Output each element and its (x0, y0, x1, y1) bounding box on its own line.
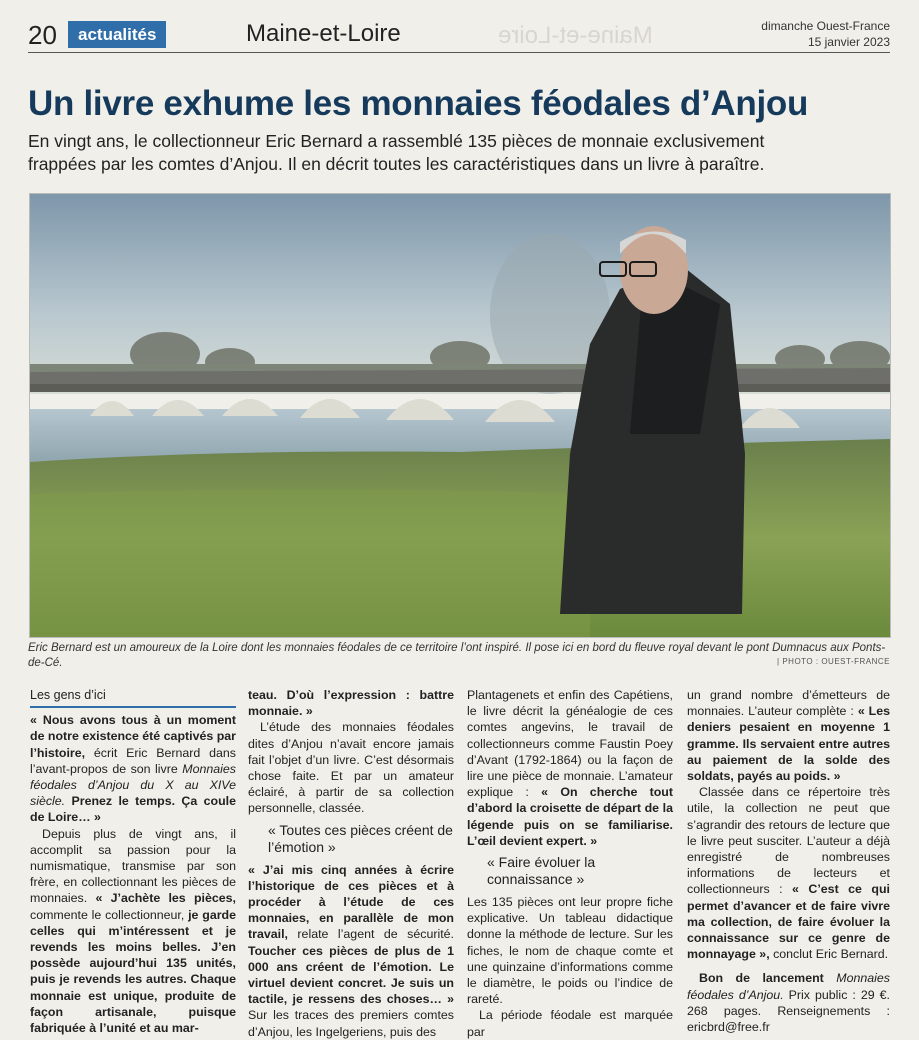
body-text: Les 135 pièces ont leur propre fiche explicative. Un tableau didactique donne la méthode de lecture. Sur les fiches, le nom de chaque comte et une quinzaine d’informations comme le diamètre, le poids ou l’indice de rareté. (467, 895, 673, 1007)
page-header (28, 14, 890, 54)
book-title: Monnaies féodales d’Anjou. (687, 971, 890, 1002)
quote-text: « C’est ce qui permet d’avancer et de faire vivre ma collection, de faire évoluer la connaissance sur ce genre de monnayage », (687, 882, 890, 962)
kicker: Les gens d’ici (30, 687, 236, 708)
intertitle: « Toutes ces pièces créent de l’émotion » (268, 821, 453, 855)
body-text: écrit Eric Bernard dans l’avant-propos de son livre (30, 745, 236, 776)
article-column-3 (467, 687, 673, 1040)
book-info: Prix public : 29 €. 268 pages. Renseignements : ericbrd@free.fr (687, 987, 890, 1035)
quote-text: teau. D’où l’expression : battre monnaie. » (248, 688, 454, 719)
paragraph (248, 719, 454, 816)
page-number: 20 (28, 20, 57, 50)
paragraph (467, 1007, 673, 1039)
photo-credit: | PHOTO : OUEST-FRANCE (777, 657, 890, 666)
paper-info (761, 18, 890, 50)
body-text: relate l’agent de sécurité. (287, 927, 454, 942)
article-column-1 (30, 687, 236, 1036)
paper-date: 15 janvier 2023 (807, 35, 890, 49)
body-text: Sur les traces des premiers comtes d’Anjou, les Ingelgeriens, puis des (248, 1008, 454, 1039)
paragraph (687, 784, 890, 962)
chapo-line: En vingt ans, le collectionneur Eric Bernard a rassemblé 135 pièces de monnaie exclusivement (28, 131, 765, 151)
body-text: L’étude des monnaies féodales dites d’Anjou n’avait encore jamais fait l’objet d’un livre. C’est désormais chose faite. Et par un amateur éclairé, à partir de sa collection personnelle, classée. (248, 720, 454, 816)
bleed-through-text: Maine-et-Loire (498, 22, 653, 49)
photo-illustration (30, 194, 890, 637)
header-rule (28, 52, 890, 53)
paragraph (687, 687, 890, 784)
chapo (28, 130, 788, 176)
chapo-line: frappées par les comtes d’Anjou. Il en décrit toutes les caractéristiques dans un livre à paraître. (28, 154, 765, 174)
region-title: Maine-et-Loire (246, 20, 401, 47)
book-info-label: Bon de lancement (699, 971, 837, 986)
body-text: commente le collectionneur, (30, 907, 189, 922)
section-tag: actualités (68, 21, 166, 48)
quote-text: « J’ai mis cinq années à écrire l’historique de ces pièces et à procéder à l’étude de ces monnaies, en parallèle de mon travail, (248, 862, 454, 942)
article-photo (29, 193, 891, 638)
article-column-4 (687, 687, 890, 1035)
body-text: Depuis plus de vingt ans, il accomplit sa passion pour la numismatique, transmise par son frère, en collectionnant les pièces de monnaies. (30, 826, 236, 906)
intertitle: « Faire évoluer la connaissance » (487, 854, 596, 888)
paragraph (248, 687, 454, 719)
body-text: Classée dans ce répertoire très utile, la collection ne peut que s’agrandir des retours de lecture que le livre peut susciter. L’auteur a déjà enregistré de nombreuses informations de lecteurs et collectionneurs : (687, 785, 890, 897)
paragraph (467, 894, 673, 1007)
paragraph (687, 970, 890, 1035)
headline: Un livre exhume les monnaies féodales d’Anjou (28, 84, 809, 123)
quote-text: « Nous avons tous à un moment de notre existence été captivés par l’histoire, (30, 713, 236, 760)
paragraph (30, 712, 236, 825)
body-text: un grand nombre d’émetteurs de monnaies. L’auteur complète : (687, 688, 890, 719)
article-column-2 (248, 687, 454, 1040)
quote-text: Prenez le temps. Ça coule de Loire… » (30, 794, 236, 825)
paper-day: dimanche Ouest-France (761, 19, 890, 33)
quote-text: « Les deniers pesaient en moyenne 1 gramme. Ils servaient entre autres au paiement de la solde des soldats, payés au poids. » (687, 704, 891, 784)
quote-text: je garde celles qui m’intéressent et je revends les moins belles. J’en possède aujourd’hui 135 unités, puis je revends les autres. Chaque monnaie est unique, produite de façon artisanale, puisque fabriquée à l’unité et au mar- (30, 907, 236, 1036)
paragraph (30, 826, 236, 1037)
photo-caption: Eric Bernard est un amoureux de la Loire dont les monnaies féodales de ce territoire l’ont inspiré. Il pose ici en bord du fleuve royal devant le pont Dumnacus aux Ponts-de-Cé. (28, 642, 886, 669)
quote-text: Toucher ces pièces de plus de 1 000 ans créent de l’émotion. Le virtuel devient concret. Je suis un tactile, je ressens des choses… » (248, 943, 454, 1007)
body-text: conclut Eric Bernard. (769, 947, 889, 962)
paragraph (467, 687, 673, 849)
body-text: La période féodale est marquée par (467, 1008, 673, 1039)
paragraph (248, 862, 454, 1040)
quote-text: « J’achète les pièces, (95, 891, 236, 906)
book-title: Monnaies féodales d’Anjou du X au XIVe siècle. (30, 761, 236, 809)
body-text: Plantagenets et enfin des Capétiens, le livre décrit la généalogie de ces comtes angevins, le travail de collectionneurs comme Faustin Poey d’Avant (1792-1864) ou la façon de lire une pièce de monnaie. L’amateur explique : (467, 688, 673, 800)
quote-text: « On cherche tout d’abord la croisette de départ de la légende puis on se familiarise. L’œil devient expert. » (467, 785, 673, 848)
